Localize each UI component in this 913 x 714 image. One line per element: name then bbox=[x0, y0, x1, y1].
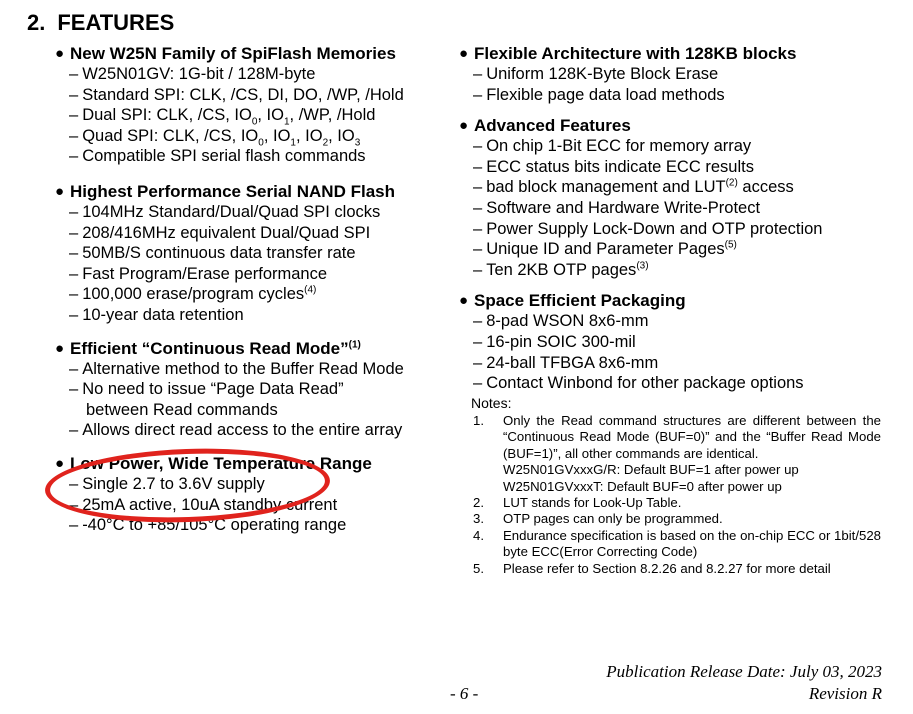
list-item: – bad block management and LUT$^{(2)}$ access bbox=[473, 177, 794, 197]
note-item: 2. LUT stands for Look-Up Table. bbox=[473, 495, 682, 511]
list-item: – Contact Winbond for other package options bbox=[473, 374, 804, 393]
list-item: – On chip 1-Bit ECC for memory array bbox=[473, 137, 752, 156]
bullet-icon: ● bbox=[55, 454, 65, 472]
publication-date: Publication Release Date: July 03, 2023 bbox=[606, 662, 882, 681]
section-heading: ● Flexible Architecture with 128KB blocks bbox=[459, 44, 797, 63]
section-heading: FEATURES bbox=[57, 10, 175, 35]
list-item: – 25mA active, 10uA standby current bbox=[69, 495, 338, 514]
section-heading: ● Highest Performance Serial NAND Flash bbox=[55, 181, 395, 201]
list-item: – No need to issue “Page Data Read” bbox=[69, 380, 344, 399]
list-item: – 100,000 erase/program cycles$^{(4)}$ bbox=[69, 284, 317, 304]
list-item: – 24-ball TFBGA 8x6-mm bbox=[473, 353, 659, 372]
list-item: – W25N01GV: 1G-bit / 128M-byte bbox=[69, 65, 316, 83]
bullet-icon: ● bbox=[55, 182, 65, 200]
note-item: 5. Please refer to Section 8.2.26 and 8.2.27 for more detail bbox=[473, 560, 831, 576]
list-item: – Quad SPI: CLK, /CS, $IO_0$, $IO_1$, $IO_2$, $IO_3$ bbox=[69, 126, 361, 149]
bullet-icon: ● bbox=[55, 45, 65, 62]
list-item: – 16-pin SOIC 300-mil bbox=[473, 332, 636, 351]
feature-section-advanced bbox=[457, 115, 897, 280]
note-item: 4. Endurance specification is based on the on-chip ECC or 1bit/528 byte ECC(Error Correcting Code) bbox=[473, 527, 881, 560]
notes-title: Notes: bbox=[471, 395, 512, 411]
list-item: – 50MB/S continuous data transfer rate bbox=[69, 244, 356, 263]
list-item: – Flexible page data load methods bbox=[473, 85, 725, 104]
list-item: – -40°C to +85/105°C operating range bbox=[69, 516, 347, 535]
list-item: – Single 2.7 to 3.6V supply bbox=[69, 474, 265, 493]
page-number: - 6 - bbox=[450, 684, 479, 703]
section-title bbox=[27, 10, 174, 36]
list-item: – 10-year data retention bbox=[69, 305, 244, 324]
bullet-icon: ● bbox=[55, 339, 65, 357]
list-item: – 104MHz Standard/Dual/Quad SPI clocks bbox=[69, 202, 381, 221]
list-item: – Dual SPI: CLK, /CS, $IO_0$, $IO_1$, /WP, /Hold bbox=[69, 106, 376, 128]
feature-section-performance bbox=[53, 181, 453, 326]
list-item: – Allows direct read access to the entire array bbox=[69, 421, 403, 440]
section-heading: ● Efficient “Continuous Read Mode”$^{(1)}$ bbox=[55, 338, 361, 358]
section-heading: ● Space Efficient Packaging bbox=[459, 291, 686, 311]
list-item: – Alternative method to the Buffer Read Mode bbox=[69, 359, 404, 378]
list-item: – Ten 2KB OTP pages$^{(3)}$ bbox=[473, 260, 649, 279]
bullet-icon: ● bbox=[459, 117, 469, 135]
list-item: – Standard SPI: CLK, /CS, DI, DO, /WP, /Hold bbox=[69, 85, 404, 104]
list-item: – Fast Program/Erase performance bbox=[69, 264, 328, 283]
list-item: – 8-pad WSON 8x6-mm bbox=[473, 312, 649, 331]
revision-label: Revision R bbox=[808, 684, 882, 703]
bullet-icon: ● bbox=[459, 292, 469, 310]
list-item-continuation: between Read commands bbox=[86, 400, 278, 419]
note-item: 3. OTP pages can only be programmed. bbox=[473, 511, 723, 527]
feature-section-continuous-read bbox=[53, 338, 453, 441]
note-item: 1. Only the Read command structures are different between the “Continuous Read Mode (BUF=0)” and the “Buffer Read Mode (BUF=1)”, all other commands are identical. W25N01GVxxxG/R: Default BUF=1 after power up W25N01GVxxxT: Default BUF=0 after power up bbox=[473, 413, 881, 494]
list-item: – Uniform 128K-Byte Block Erase bbox=[473, 65, 719, 83]
bullet-icon: ● bbox=[459, 45, 469, 62]
right-column bbox=[457, 43, 897, 404]
feature-section-packaging bbox=[457, 290, 897, 393]
section-heading: ● Advanced Features bbox=[459, 116, 631, 136]
list-item: – Compatible SPI serial flash commands bbox=[69, 147, 366, 166]
list-item: – 208/416MHz equivalent Dual/Quad SPI bbox=[69, 223, 371, 242]
list-item: – Power Supply Lock-Down and OTP protection bbox=[473, 219, 823, 238]
list-item: – Software and Hardware Write-Protect bbox=[473, 198, 761, 217]
list-item: – Unique ID and Parameter Pages$^{(5)}$ bbox=[473, 239, 737, 259]
section-heading: ● Low Power, Wide Temperature Range bbox=[55, 453, 372, 473]
list-item: – ECC status bits indicate ECC results bbox=[473, 157, 754, 176]
feature-section-architecture bbox=[457, 43, 897, 105]
notes-block bbox=[471, 394, 881, 577]
feature-section-spiflash bbox=[53, 43, 453, 167]
section-heading: ● New W25N Family of SpiFlash Memories bbox=[55, 44, 396, 63]
section-number: 2. bbox=[27, 10, 46, 35]
